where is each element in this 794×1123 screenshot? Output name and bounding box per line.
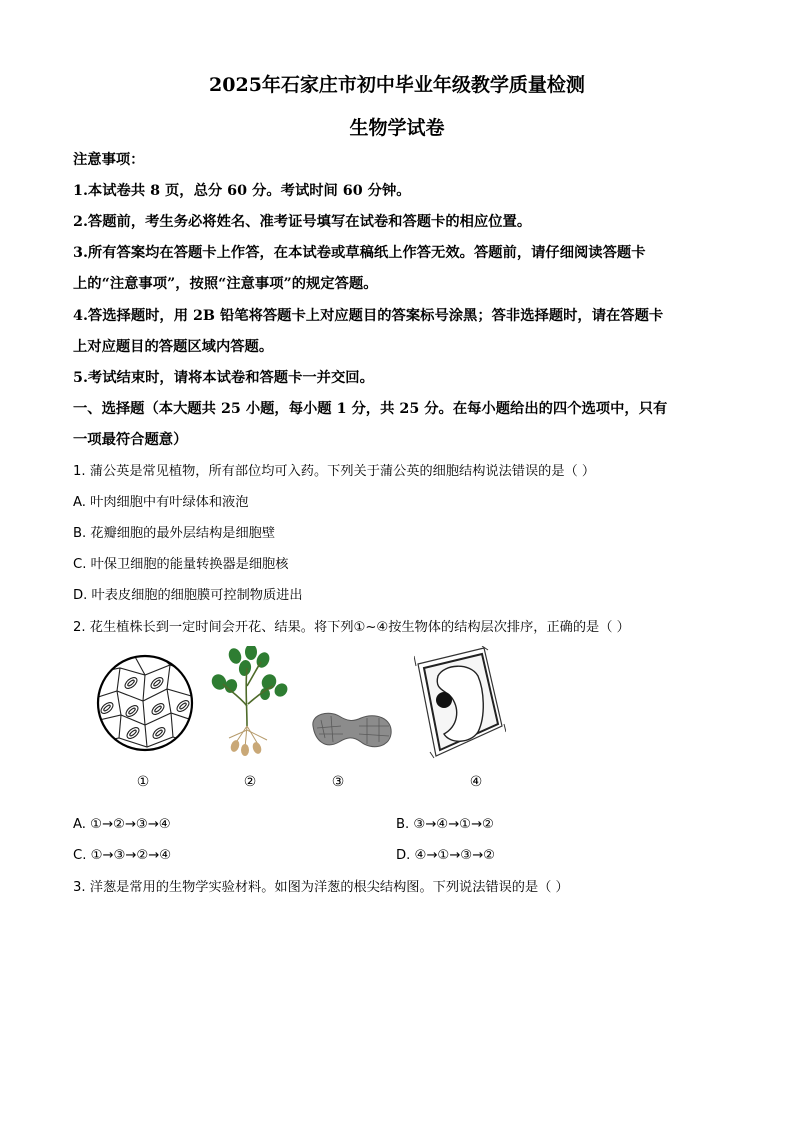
question-1-option-b: B. 花瓣细胞的最外层结构是细胞壁 <box>73 526 276 541</box>
notice-line: 2.答题前，考生务必将姓名、准考证号填写在试卷和答题卡的相应位置。 <box>73 214 532 230</box>
notice-line: 4.答选择题时，用 2B 铅笔将答题卡上对应题目的答案标号涂黑；答非选择题时，请在答题卡 <box>73 308 664 324</box>
notice-line: 1.本试卷共 8 页，总分 60 分。考试时间 60 分钟。 <box>73 183 411 199</box>
exam-subtitle: 生物学试卷 <box>349 117 445 139</box>
exam-title: 2025年石家庄市初中毕业年级教学质量检测 <box>209 74 585 96</box>
figure-label-1: ① <box>136 774 150 790</box>
question-2-stem: 2. 花生植株长到一定时间会开花、结果。将下列①~④按生物体的结构层次排序，正确的是（ ） <box>73 620 630 635</box>
question-1-option-d: D. 叶表皮细胞的细胞膜可控制物质进出 <box>73 588 303 603</box>
section-heading: 一、选择题（本大题共 25 小题，每小题 1 分，共 25 分。在每小题给出的四个选项中，只有 <box>73 401 668 417</box>
question-2-option-a: A. ①→②→③→④ <box>73 817 171 832</box>
peanut-plant-icon <box>205 646 295 758</box>
figure-label-4: ④ <box>469 774 483 790</box>
question-2-option-d: D. ④→①→③→② <box>396 848 495 863</box>
notice-heading: 注意事项： <box>73 152 145 168</box>
question-1-option-a: A. 叶肉细胞中有叶绿体和液泡 <box>73 495 249 510</box>
peanut-pod-icon <box>305 708 397 752</box>
plant-cell-icon <box>414 646 506 760</box>
notice-line: 上的“注意事项”，按照“注意事项”的规定答题。 <box>73 276 378 292</box>
notice-line: 5.考试结束时，请将本试卷和答题卡一并交回。 <box>73 370 374 386</box>
question-1-option-c: C. 叶保卫细胞的能量转换器是细胞核 <box>73 557 289 572</box>
question-3-stem: 3. 洋葱是常用的生物学实验材料。如图为洋葱的根尖结构图。下列说法错误的是（ ） <box>73 880 569 895</box>
question-1-stem: 1. 蒲公英是常见植物，所有部位均可入药。下列关于蒲公英的细胞结构说法错误的是（ ） <box>73 464 596 479</box>
notice-line: 3.所有答案均在答题卡上作答，在本试卷或草稿纸上作答无效。答题前，请仔细阅读答题卡 <box>73 245 646 261</box>
tissue-circle-icon <box>95 653 195 753</box>
figure-label-3: ③ <box>331 774 345 790</box>
question-2-option-b: B. ③→④→①→② <box>396 817 494 832</box>
figure-label-2: ② <box>243 774 257 790</box>
question-2-option-c: C. ①→③→②→④ <box>73 848 172 863</box>
section-heading-cont: 一项最符合题意） <box>73 432 188 448</box>
notice-line: 上对应题目的答题区域内答题。 <box>73 339 274 355</box>
